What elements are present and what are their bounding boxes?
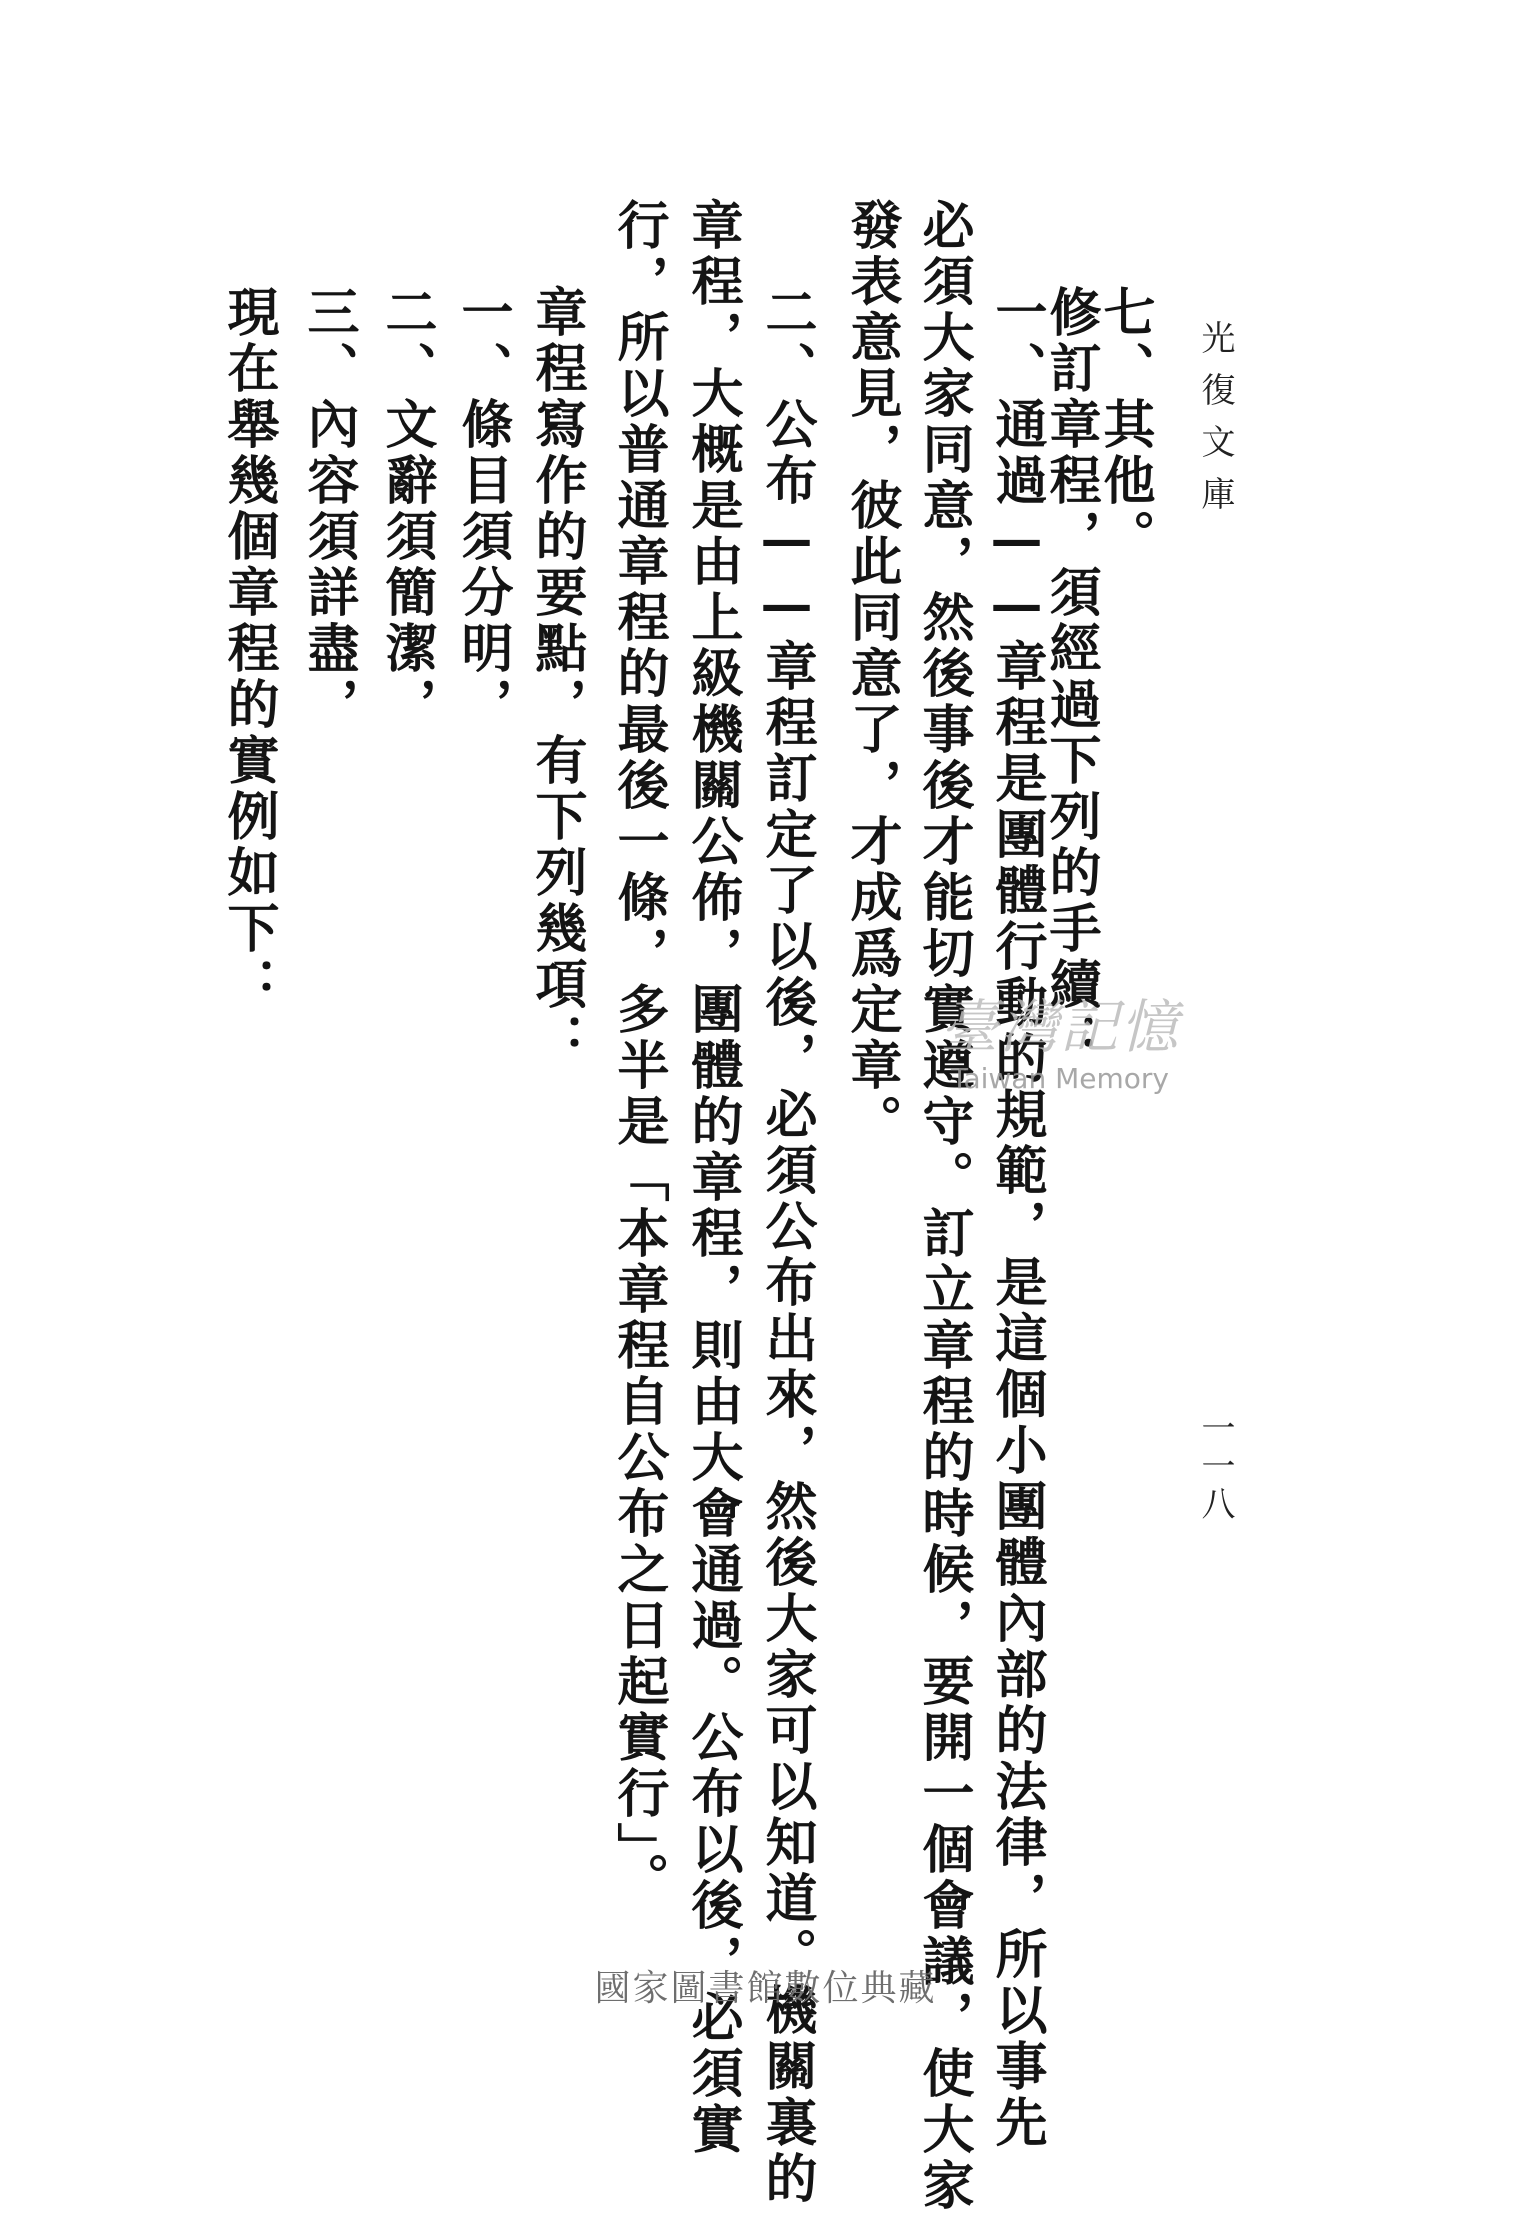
text-column-8: 行，所以普通章程的最後一條，多半是「本章程自公布之日起實行」。 [608, 198, 669, 1908]
text-column-9: 章程寫作的要點，有下列幾項： [526, 285, 587, 1069]
page-number: 一一八 [1195, 1410, 1235, 1524]
list-item-3: 三、內容須詳盡， [298, 285, 359, 733]
section-heading: 七、其他。 [1094, 285, 1155, 565]
watermark-english-text: Taiwan Memory [951, 1062, 1169, 1095]
list-item-2: 二、文辭須簡潔， [376, 285, 437, 733]
list-item-1: 一、條目須分明， [452, 285, 513, 733]
text-column-5: 發表意見，彼此同意了，才成爲定章。 [841, 198, 902, 1150]
text-column-3: 一、通過——章程是團體行動的規範，是這個小團體內部的法律，所以事先 [986, 285, 1047, 2151]
running-title: 光復文庫 [1195, 320, 1235, 528]
text-column-4: 必須大家同意，然後事後才能切實遵守。訂立章程的時候，要開一個會議，使大家 [913, 198, 974, 2214]
text-column-last: 現在舉幾個章程的實例如下： [218, 285, 279, 1013]
watermark-chinese-text: 臺灣記憶 [939, 993, 1180, 1061]
text-column-6: 二、公布——章程訂定了以後，必須公布出來，然後大家可以知道。機關裏的 [756, 285, 817, 2207]
text-column-2: 修訂章程，須經過下列的手續： [1040, 285, 1101, 1069]
footer-credit: 國家圖書館數位典藏 [594, 1968, 937, 2009]
text-column-7: 章程，大概是由上級機關公佈，團體的章程，則由大會通過。公布以後，必須實 [682, 198, 743, 2158]
